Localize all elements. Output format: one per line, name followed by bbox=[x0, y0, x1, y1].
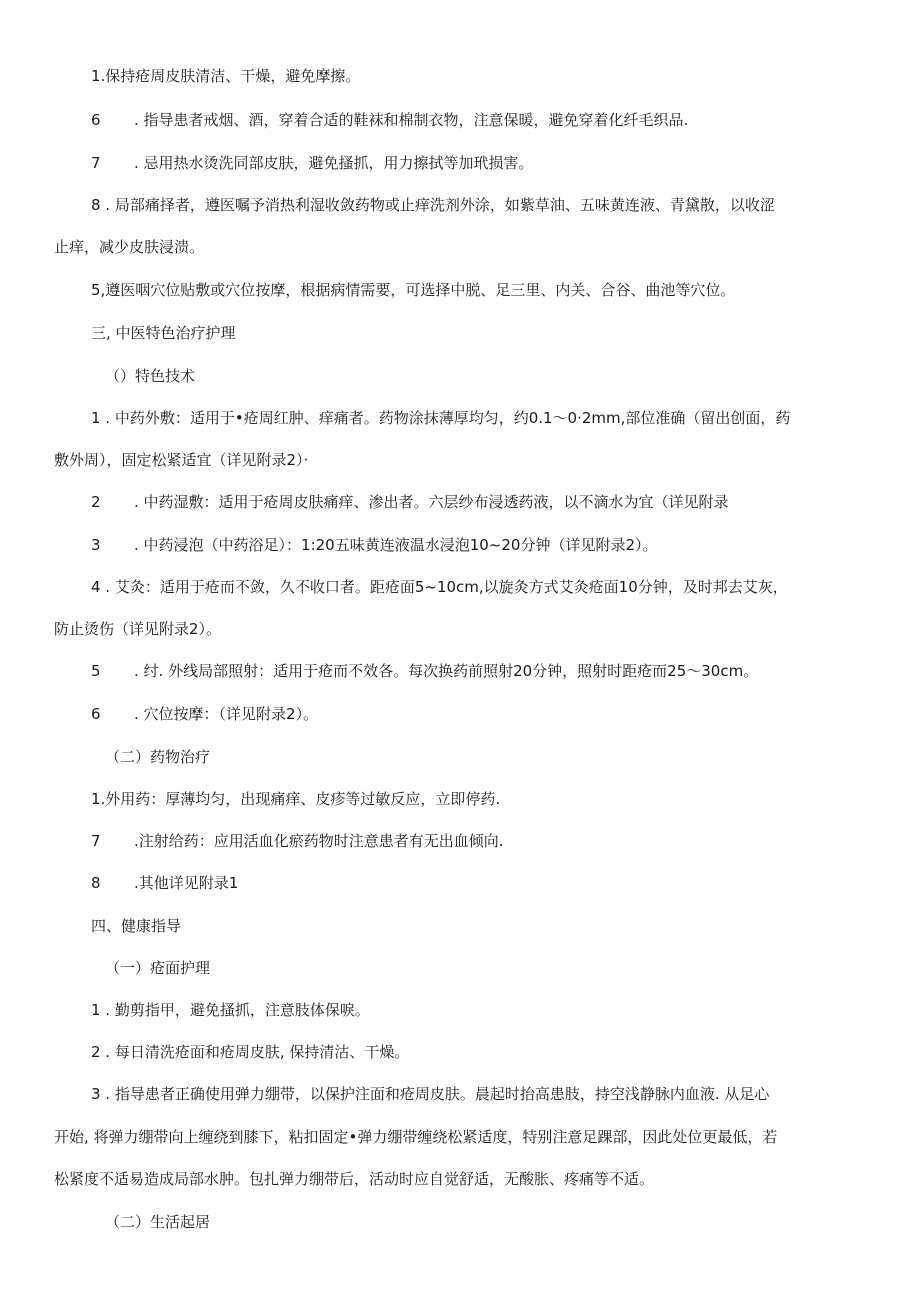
item-text: .注射给药：应用活血化瘀药物时注意患者有无出血倾向. bbox=[134, 832, 504, 850]
subsection-heading: （二）生活起居 bbox=[105, 1213, 211, 1231]
paragraph-line: 1 . 勤剪指甲，避免搔抓，注意肢体保唳。 bbox=[91, 1001, 370, 1019]
item-text: . 指导患者戒烟、酒，穿着合适的鞋袜和棉制衣物，注意保暖，避免穿着化纤毛织品. bbox=[134, 111, 689, 129]
paragraph-line: 防止烫伤（详见附录2）。 bbox=[54, 620, 222, 638]
paragraph-line: 1.保持疮周皮肤清洁、干燥，避免摩擦。 bbox=[91, 67, 361, 85]
item-text: . 中药湿敷：适用于疮周皮肤痛痒、渗出者。六层纱布浸透药液，以不滴水为宜（详见附录 bbox=[134, 493, 729, 511]
paragraph-line: 4 . 艾灸：适用于疮而不敛，久不收口者。距疮面5~10cm,以旋灸方式艾灸疮面10分钟，及时邦去艾灰， bbox=[91, 578, 788, 596]
item-number: 6 bbox=[91, 705, 101, 723]
paragraph-line: 松紧度不适易造成局部水肿。包扎弹力绷带后，活动时应自觉舒适，无酸胀、疼痛等不适。 bbox=[54, 1170, 655, 1188]
item-number: 2 bbox=[91, 493, 101, 511]
paragraph-line: 1 . 中药外敷：适用于•疮周红肿、痒痛者。药物涂抹薄厚均匀，约0.1〜0·2mm,部位准确（留出创面，药 bbox=[91, 409, 791, 427]
item-text: . 纣. 外线局部照射：适用于疮而不效各。每次换药前照射20分钟，照射时距疮而25〜30cm。 bbox=[134, 662, 759, 680]
item-number: 7 bbox=[91, 154, 101, 172]
item-text: . 穴位按摩：（详见附录2）。 bbox=[134, 705, 319, 723]
item-number: 6 bbox=[91, 111, 101, 129]
item-number: 8 bbox=[91, 874, 101, 892]
paragraph-line: 开始, 将弹力绷带向上缠绕到膝下，粘扣固定•弹力绷带缠绕松紧适度，特别注意足踝部，因此处位更最低，若 bbox=[54, 1128, 778, 1146]
subsection-heading: （二）药物治疗 bbox=[105, 748, 211, 766]
paragraph-line: 3 . 指导患者正确使用弹力绷带，以保护注面和疮周皮肤。晨起时抬高患肢，持空浅静脉内血液. 从足心 bbox=[91, 1085, 770, 1103]
paragraph-line: 1.外用药：厚薄均匀，出现痛痒、皮疹等过敏反应，立即停药. bbox=[91, 790, 501, 808]
subsection-heading: （）特色技术 bbox=[105, 367, 196, 385]
item-text: . 忌用热水烫洗同部皮肤，避免搔抓，用力擦拭等加玳损害。 bbox=[134, 154, 534, 172]
item-number: 3 bbox=[91, 536, 101, 554]
item-number: 5 bbox=[91, 662, 101, 680]
paragraph-line: 止痒，减少皮肤浸溃。 bbox=[54, 238, 205, 256]
section-heading: 三, 中医特色治疗护理 bbox=[91, 324, 236, 342]
subsection-heading: （一）疮面护理 bbox=[105, 959, 211, 977]
paragraph-line: 8 . 局部痛择者，遵医嘱予消热利湿收敛药物或止痒洗剂外涂，如紫草油、五味黄连液、青黛散，以收涩 bbox=[91, 196, 775, 214]
item-text: . 中药浸泡（中药浴足）：1:20五味黄连液温水浸泡10~20分钟（详见附录2）。 bbox=[134, 536, 658, 554]
paragraph-line: 5,遵医咽穴位贴敷或穴位按摩，根据病情需要，可选择中脱、足三里、内关、合谷、曲池等穴位。 bbox=[91, 281, 736, 299]
item-text: .其他详见附录1 bbox=[134, 874, 239, 892]
paragraph-line: 敷外周），固定松紧适宜（详见附录2）· bbox=[54, 451, 309, 469]
paragraph-line: 2 . 每日清洗疮面和疮周皮肤, 保持清沽、干燥。 bbox=[91, 1043, 410, 1061]
item-number: 7 bbox=[91, 832, 101, 850]
section-heading: 四、健康指导 bbox=[91, 917, 182, 935]
